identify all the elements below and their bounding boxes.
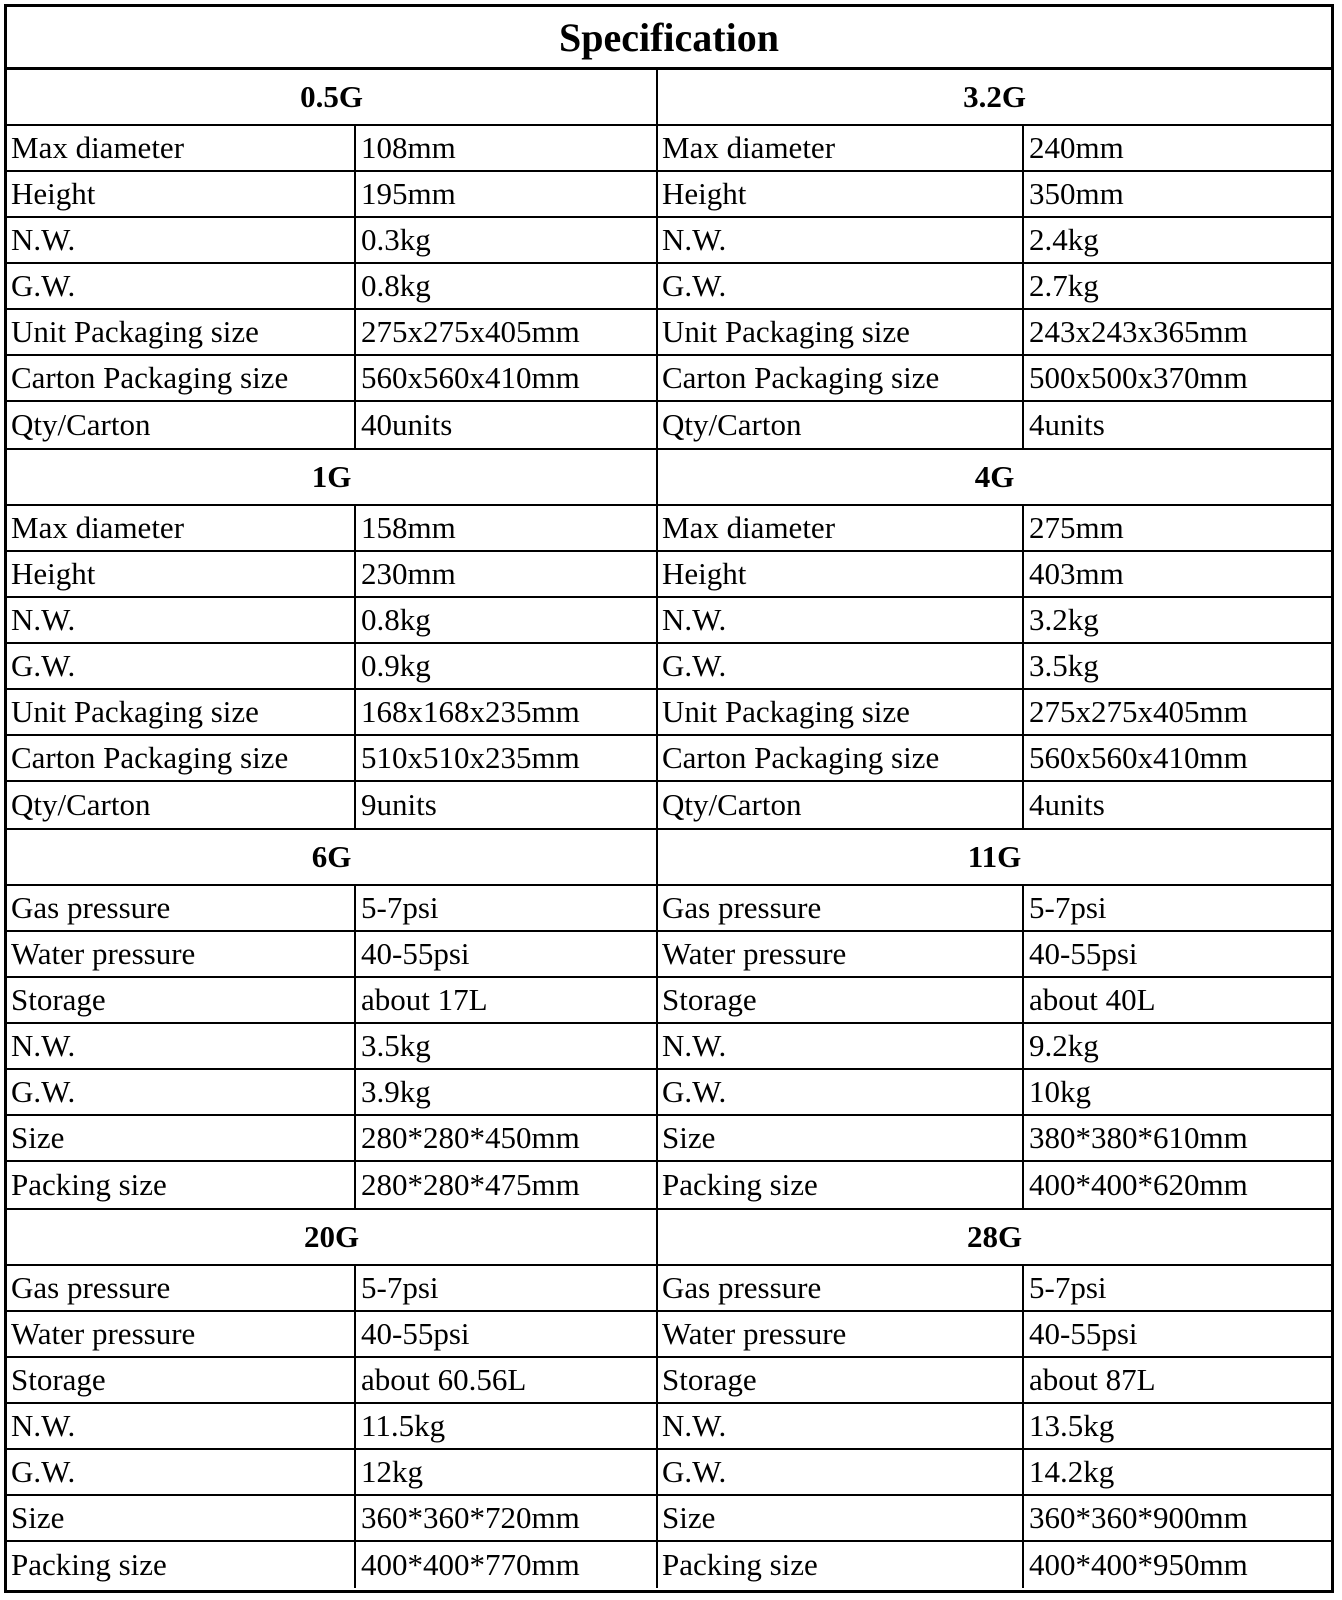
spec-value: 12kg xyxy=(361,1454,423,1489)
spec-value: 9units xyxy=(361,787,437,822)
spec-label: Water pressure xyxy=(658,1312,1024,1356)
spec-value: 510x510x235mm xyxy=(361,740,580,775)
spec-value: 3.2kg xyxy=(1029,602,1099,637)
spec-label: Max diameter xyxy=(7,506,356,550)
spec-value: 500x500x370mm xyxy=(1029,360,1248,395)
table-row xyxy=(658,356,1331,402)
spec-value: about 17L xyxy=(361,982,488,1017)
spec-label: G.W. xyxy=(7,264,356,308)
table-row xyxy=(658,782,1331,828)
model-heading: 20G xyxy=(7,1210,656,1266)
model-heading: 1G xyxy=(7,450,656,506)
spec-value: 275mm xyxy=(1029,510,1124,545)
spec-section xyxy=(7,70,1331,450)
spec-value: 40-55psi xyxy=(1029,936,1138,971)
spec-value: 2.4kg xyxy=(1029,222,1099,257)
table-row xyxy=(7,932,656,978)
spec-label: Height xyxy=(658,172,1024,216)
table-row xyxy=(658,506,1331,552)
spec-value: 4units xyxy=(1029,787,1105,822)
model-block-right xyxy=(658,450,1331,828)
table-row xyxy=(7,1070,656,1116)
spec-value: 11.5kg xyxy=(361,1408,446,1443)
table-row xyxy=(7,978,656,1024)
spec-label: Packing size xyxy=(7,1162,356,1208)
spec-value: 5-7psi xyxy=(1029,890,1107,925)
spec-label: Carton Packaging size xyxy=(7,736,356,780)
spec-value: 2.7kg xyxy=(1029,268,1099,303)
spec-label: N.W. xyxy=(7,1404,356,1448)
table-row xyxy=(658,932,1331,978)
spec-label: Gas pressure xyxy=(7,886,356,930)
spec-value: 280*280*475mm xyxy=(361,1167,580,1202)
spec-label: Water pressure xyxy=(7,932,356,976)
spec-label: Carton Packaging size xyxy=(7,356,356,400)
table-row xyxy=(658,402,1331,448)
table-row xyxy=(7,690,656,736)
spec-value: 40units xyxy=(361,407,453,442)
spec-value: about 60.56L xyxy=(361,1362,527,1397)
spec-value: 400*400*950mm xyxy=(1029,1547,1248,1582)
table-row xyxy=(658,736,1331,782)
spec-label: N.W. xyxy=(7,218,356,262)
spec-value: 10kg xyxy=(1029,1074,1091,1109)
spec-label: Packing size xyxy=(658,1542,1024,1588)
spec-value: 0.8kg xyxy=(361,602,431,637)
spec-label: N.W. xyxy=(7,1024,356,1068)
table-row xyxy=(7,506,656,552)
spec-value: 40-55psi xyxy=(361,936,470,971)
spec-label: G.W. xyxy=(7,644,356,688)
table-row xyxy=(7,886,656,932)
spec-label: Height xyxy=(7,172,356,216)
spec-label: Storage xyxy=(7,1358,356,1402)
table-row xyxy=(7,126,656,172)
spec-value: about 40L xyxy=(1029,982,1156,1017)
spec-value: 9.2kg xyxy=(1029,1028,1099,1063)
table-row xyxy=(7,1162,656,1208)
spec-label: Height xyxy=(7,552,356,596)
table-row xyxy=(7,1024,656,1070)
table-row xyxy=(658,1404,1331,1450)
model-block-left xyxy=(7,70,658,448)
spec-value: 5-7psi xyxy=(1029,1270,1107,1305)
table-row xyxy=(658,1266,1331,1312)
spec-label: Size xyxy=(658,1496,1024,1540)
spec-label: Carton Packaging size xyxy=(658,356,1024,400)
spec-value: 360*360*900mm xyxy=(1029,1500,1248,1535)
table-row xyxy=(658,1116,1331,1162)
spec-label: Packing size xyxy=(658,1162,1024,1208)
table-row xyxy=(7,310,656,356)
spec-value: 400*400*770mm xyxy=(361,1547,580,1582)
spec-label: Qty/Carton xyxy=(7,402,356,448)
spec-value: 195mm xyxy=(361,176,456,211)
table-row xyxy=(658,978,1331,1024)
spec-value: 0.3kg xyxy=(361,222,431,257)
table-row xyxy=(658,264,1331,310)
spec-label: Storage xyxy=(658,978,1024,1022)
table-row xyxy=(7,736,656,782)
spec-label: G.W. xyxy=(7,1070,356,1114)
spec-value: 403mm xyxy=(1029,556,1124,591)
spec-value: 40-55psi xyxy=(1029,1316,1138,1351)
spec-value: 3.5kg xyxy=(1029,648,1099,683)
spec-label: Height xyxy=(658,552,1024,596)
model-block-right xyxy=(658,830,1331,1208)
table-row xyxy=(658,1024,1331,1070)
spec-label: Unit Packaging size xyxy=(658,690,1024,734)
table-row xyxy=(658,552,1331,598)
model-heading: 3.2G xyxy=(658,70,1331,126)
table-row xyxy=(658,1450,1331,1496)
table-row xyxy=(7,1116,656,1162)
table-row xyxy=(658,1358,1331,1404)
spec-value: 360*360*720mm xyxy=(361,1500,580,1535)
spec-label: N.W. xyxy=(658,1024,1024,1068)
spec-value: 350mm xyxy=(1029,176,1124,211)
spec-value: 560x560x410mm xyxy=(361,360,580,395)
spec-value: 280*280*450mm xyxy=(361,1120,580,1155)
spec-label: G.W. xyxy=(658,644,1024,688)
page-title: Specification xyxy=(7,7,1331,70)
table-row xyxy=(658,598,1331,644)
spec-value: 230mm xyxy=(361,556,456,591)
spec-value: 0.8kg xyxy=(361,268,431,303)
spec-label: Max diameter xyxy=(658,506,1024,550)
spec-section xyxy=(7,450,1331,830)
spec-label: Unit Packaging size xyxy=(7,310,356,354)
spec-value: 108mm xyxy=(361,130,456,165)
spec-value: 4units xyxy=(1029,407,1105,442)
spec-value: 168x168x235mm xyxy=(361,694,580,729)
spec-label: Storage xyxy=(7,978,356,1022)
table-row xyxy=(658,644,1331,690)
model-block-left xyxy=(7,1210,658,1588)
table-row xyxy=(7,644,656,690)
table-row xyxy=(658,1312,1331,1358)
table-row xyxy=(7,782,656,828)
spec-value: about 87L xyxy=(1029,1362,1156,1397)
table-row xyxy=(658,1070,1331,1116)
spec-label: Unit Packaging size xyxy=(658,310,1024,354)
spec-label: Size xyxy=(7,1116,356,1160)
table-row xyxy=(7,1358,656,1404)
spec-label: Gas pressure xyxy=(658,1266,1024,1310)
specification-table xyxy=(4,4,1334,1593)
spec-value: 400*400*620mm xyxy=(1029,1167,1248,1202)
model-heading: 4G xyxy=(658,450,1331,506)
model-heading: 11G xyxy=(658,830,1331,886)
spec-value: 0.9kg xyxy=(361,648,431,683)
spec-sections xyxy=(7,70,1331,1588)
model-block-right xyxy=(658,1210,1331,1588)
spec-label: Carton Packaging size xyxy=(658,736,1024,780)
table-row xyxy=(658,1162,1331,1208)
spec-value: 40-55psi xyxy=(361,1316,470,1351)
table-row xyxy=(7,1404,656,1450)
spec-label: N.W. xyxy=(658,598,1024,642)
spec-value: 5-7psi xyxy=(361,1270,439,1305)
table-row xyxy=(658,886,1331,932)
table-row xyxy=(7,1450,656,1496)
spec-label: Max diameter xyxy=(658,126,1024,170)
spec-value: 243x243x365mm xyxy=(1029,314,1248,349)
table-row xyxy=(7,1542,656,1588)
spec-label: Size xyxy=(658,1116,1024,1160)
spec-label: Unit Packaging size xyxy=(7,690,356,734)
table-row xyxy=(658,690,1331,736)
spec-section xyxy=(7,830,1331,1210)
spec-value: 3.5kg xyxy=(361,1028,431,1063)
spec-label: N.W. xyxy=(7,598,356,642)
table-row xyxy=(658,1542,1331,1588)
spec-value: 14.2kg xyxy=(1029,1454,1115,1489)
table-row xyxy=(658,310,1331,356)
table-row xyxy=(658,126,1331,172)
model-block-right xyxy=(658,70,1331,448)
spec-label: G.W. xyxy=(658,264,1024,308)
spec-label: Qty/Carton xyxy=(658,782,1024,828)
spec-value: 5-7psi xyxy=(361,890,439,925)
model-heading: 6G xyxy=(7,830,656,886)
spec-label: Storage xyxy=(658,1358,1024,1402)
spec-section xyxy=(7,1210,1331,1588)
model-block-left xyxy=(7,450,658,828)
spec-label: Qty/Carton xyxy=(658,402,1024,448)
table-row xyxy=(658,1496,1331,1542)
spec-label: Packing size xyxy=(7,1542,356,1588)
spec-label: G.W. xyxy=(658,1070,1024,1114)
table-row xyxy=(7,552,656,598)
model-heading: 0.5G xyxy=(7,70,656,126)
table-row xyxy=(7,598,656,644)
spec-value: 560x560x410mm xyxy=(1029,740,1248,775)
spec-label: Water pressure xyxy=(7,1312,356,1356)
spec-label: Max diameter xyxy=(7,126,356,170)
model-block-left xyxy=(7,830,658,1208)
table-row xyxy=(7,1496,656,1542)
table-row xyxy=(7,402,656,448)
spec-label: N.W. xyxy=(658,1404,1024,1448)
spec-value: 240mm xyxy=(1029,130,1124,165)
table-row xyxy=(7,1312,656,1358)
spec-value: 275x275x405mm xyxy=(1029,694,1248,729)
model-heading: 28G xyxy=(658,1210,1331,1266)
table-row xyxy=(7,172,656,218)
spec-label: Gas pressure xyxy=(658,886,1024,930)
table-row xyxy=(7,1266,656,1312)
table-row xyxy=(7,218,656,264)
spec-value: 3.9kg xyxy=(361,1074,431,1109)
spec-value: 275x275x405mm xyxy=(361,314,580,349)
spec-label: N.W. xyxy=(658,218,1024,262)
spec-label: Size xyxy=(7,1496,356,1540)
spec-label: Gas pressure xyxy=(7,1266,356,1310)
spec-value: 158mm xyxy=(361,510,456,545)
table-row xyxy=(7,356,656,402)
spec-label: Water pressure xyxy=(658,932,1024,976)
table-row xyxy=(658,172,1331,218)
spec-label: G.W. xyxy=(7,1450,356,1494)
spec-value: 380*380*610mm xyxy=(1029,1120,1248,1155)
table-row xyxy=(658,218,1331,264)
spec-label: Qty/Carton xyxy=(7,782,356,828)
spec-label: G.W. xyxy=(658,1450,1024,1494)
spec-value: 13.5kg xyxy=(1029,1408,1115,1443)
table-row xyxy=(7,264,656,310)
